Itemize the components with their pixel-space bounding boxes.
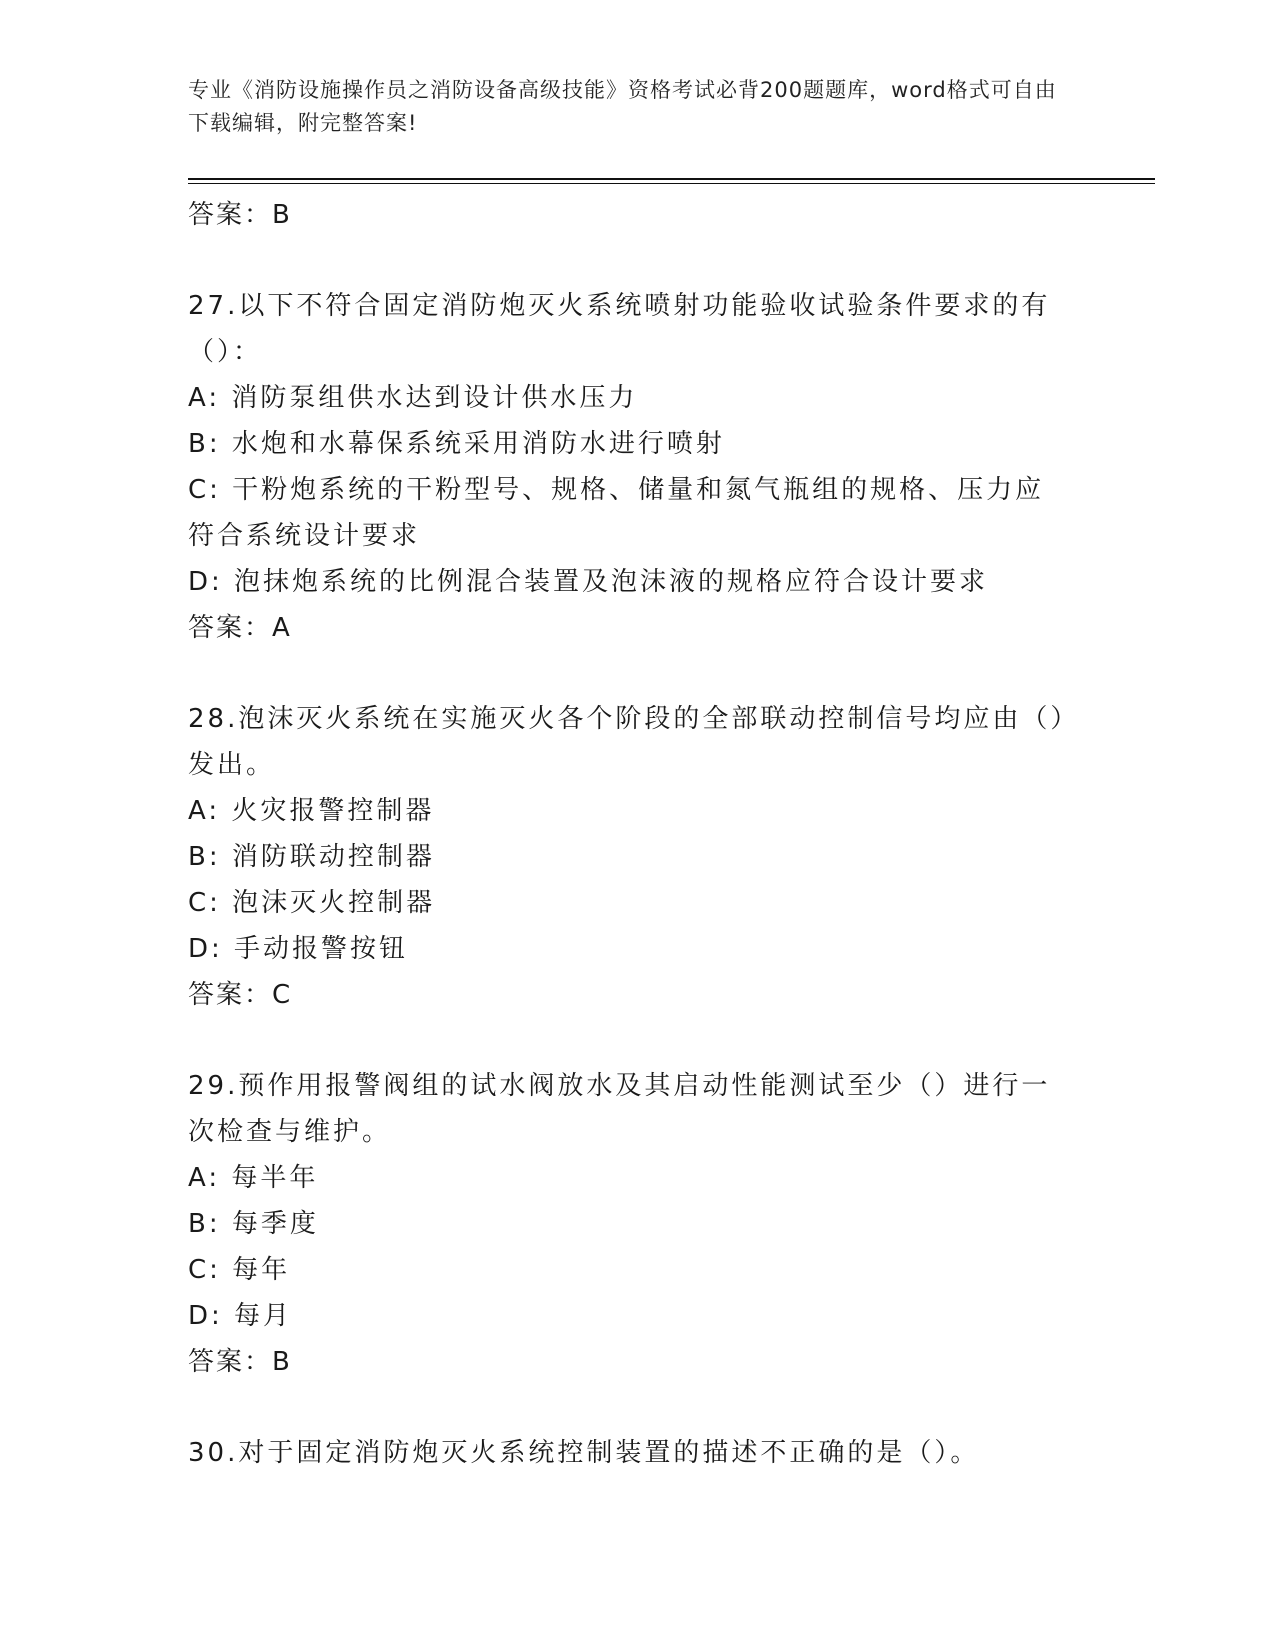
option-b: B: 消防联动控制器 <box>188 842 435 872</box>
option-d: D: 每月 <box>188 1301 293 1331</box>
option-a: A: 消防泵组供水达到设计供水压力 <box>188 383 638 413</box>
option-a: A: 火灾报警控制器 <box>188 796 435 826</box>
question-block <box>188 283 1068 651</box>
question-block <box>188 1430 1068 1476</box>
question-block <box>188 1063 1068 1385</box>
spacer <box>188 238 1068 283</box>
spacer <box>188 1018 1068 1063</box>
spacer <box>188 1385 1068 1430</box>
question-block <box>188 696 1068 1018</box>
spacer <box>188 651 1068 696</box>
option-d: D: 手动报警按钮 <box>188 934 409 964</box>
header-rule-thin <box>188 183 1155 184</box>
question-text: 29.预作用报警阀组的试水阀放水及其启动性能测试至少（）进行一次检查与维护。 <box>188 1071 1051 1147</box>
option-b: B: 水炮和水幕保系统采用消防水进行喷射 <box>188 429 725 459</box>
option-a: A: 每半年 <box>188 1163 319 1193</box>
option-d: D: 泡抹炮系统的比例混合装置及泡沫液的规格应符合设计要求 <box>188 567 989 597</box>
option-c: C: 每年 <box>188 1255 291 1285</box>
question-text: 30.对于固定消防炮灭火系统控制装置的描述不正确的是（）。 <box>188 1438 980 1468</box>
option-c: C: 干粉炮系统的干粉型号、规格、储量和氮气瓶组的规格、压力应符合系统设计要求 <box>188 475 1045 551</box>
document-body <box>188 192 1068 1476</box>
option-c: C: 泡沫灭火控制器 <box>188 888 436 918</box>
answer-line: 答案：A <box>188 613 292 643</box>
answer-line: 答案：B <box>188 1347 292 1377</box>
option-b: B: 每季度 <box>188 1209 319 1239</box>
question-text: 27.以下不符合固定消防炮灭火系统喷射功能验收试验条件要求的有（）： <box>188 291 1051 367</box>
document-header: 专业《消防设施操作员之消防设备高级技能》资格考试必背200题题库，word格式可自由下载编辑，附完整答案! <box>188 78 1057 135</box>
header-rule-thick <box>188 178 1155 180</box>
answer-line: 答案：C <box>188 980 293 1010</box>
question-text: 28.泡沫灭火系统在实施灭火各个阶段的全部联动控制信号均应由（）发出。 <box>188 704 1067 780</box>
answer-line: 答案：B <box>188 200 292 230</box>
